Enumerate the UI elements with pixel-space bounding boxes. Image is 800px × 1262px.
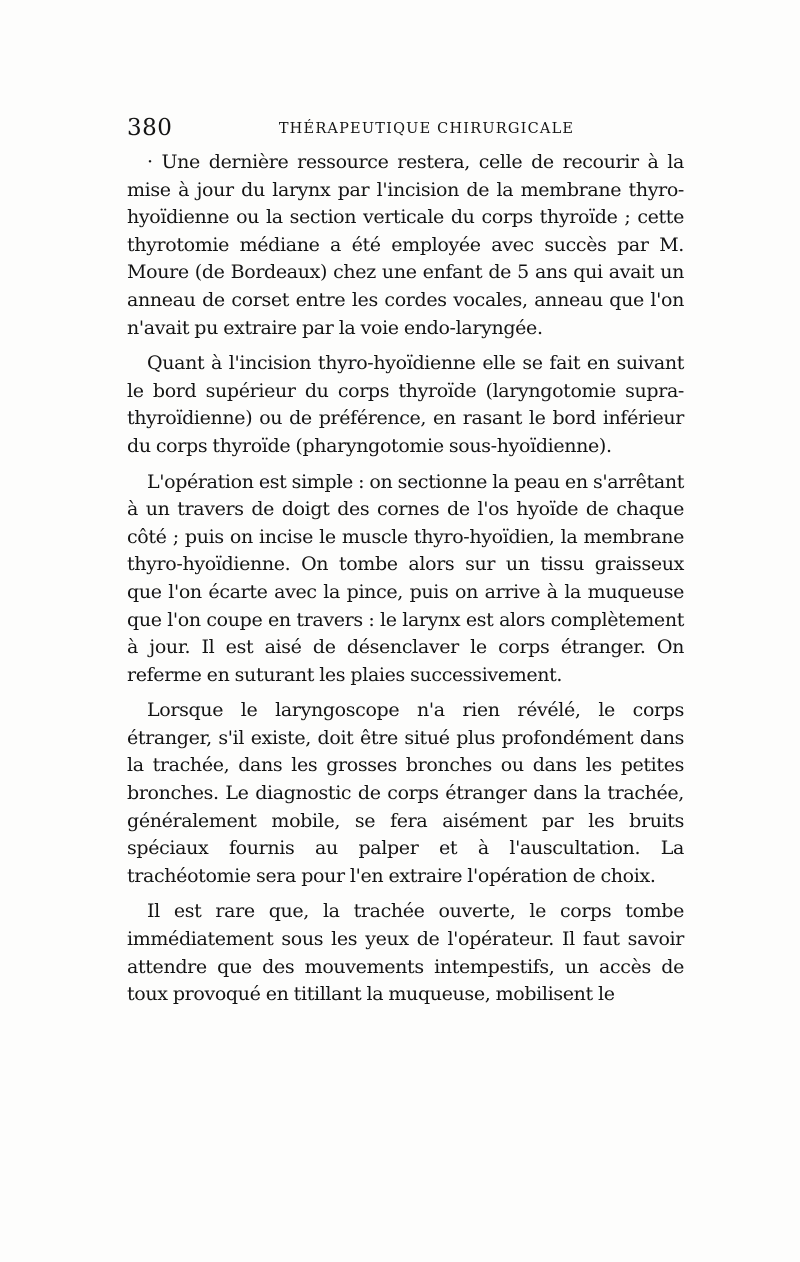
- paragraph-operation: L'opération est simple : on sectionne la peau en s'arrêtant à un travers de doigt des cornes de l'os hyoïde de chaque côté ; puis on incise le muscle thyro-hyoïdien, la membrane thyro-hyoïdienne. On tombe alors sur un tissu graisseux que l'on écarte avec la pince, puis on arrive à la muqueuse que l'on coupe en travers : le larynx est alors complètement à jour. Il est aisé de désenclaver le corps étranger. On referme en suturant les plaies successivement.: [127, 470, 684, 686]
- body-text: [127, 149, 684, 1017]
- paragraph-thyrotomie: · Une dernière ressource restera, celle de recourir à la mise à jour du larynx par l'incision de la membrane thyro-hyoïdienne ou la section verticale du corps thyroïde ; cette thyrotomie médiane a été employée avec succès par M. Moure (de Bordeaux) chez une enfant de 5 ans qui avait un anneau de corset entre les cordes vocales, anneau que l'on n'avait pu extraire par la voie endo-laryngée.: [127, 151, 684, 339]
- running-title: THÉRAPEUTIQUE CHIRURGICALE: [278, 121, 575, 137]
- paragraph-trachee: Il est rare que, la trachée ouverte, le corps tombe immédiatement sous les yeux de l'opérateur. Il faut savoir attendre que des mouvements intempestifs, un accès de toux provoqué en titillant la muqueuse, mobilisent le: [127, 900, 684, 1006]
- paragraph-incision: Quant à l'incision thyro-hyoïdienne elle se fait en suivant le bord supérieur du corps thyroïde (laryngotomie supra-thyroïdienne) ou de préférence, en rasant le bord inférieur du corps thyroïde (pharyngotomie sous-hyoïdienne).: [127, 352, 684, 457]
- page-number: 380: [127, 115, 173, 141]
- paragraph-laryngoscope: Lorsque le laryngoscope n'a rien révélé, le corps étranger, s'il existe, doit être situé plus profondément dans la trachée, dans les grosses bronches ou dans les petites bronches. Le diagnostic de corps étranger dans la trachée, généralement mobile, se fera aisément par les bruits spéciaux fournis au palper et à l'auscultation. La trachéotomie sera pour l'en extraire l'opération de choix.: [127, 699, 684, 887]
- page-header: [127, 112, 684, 144]
